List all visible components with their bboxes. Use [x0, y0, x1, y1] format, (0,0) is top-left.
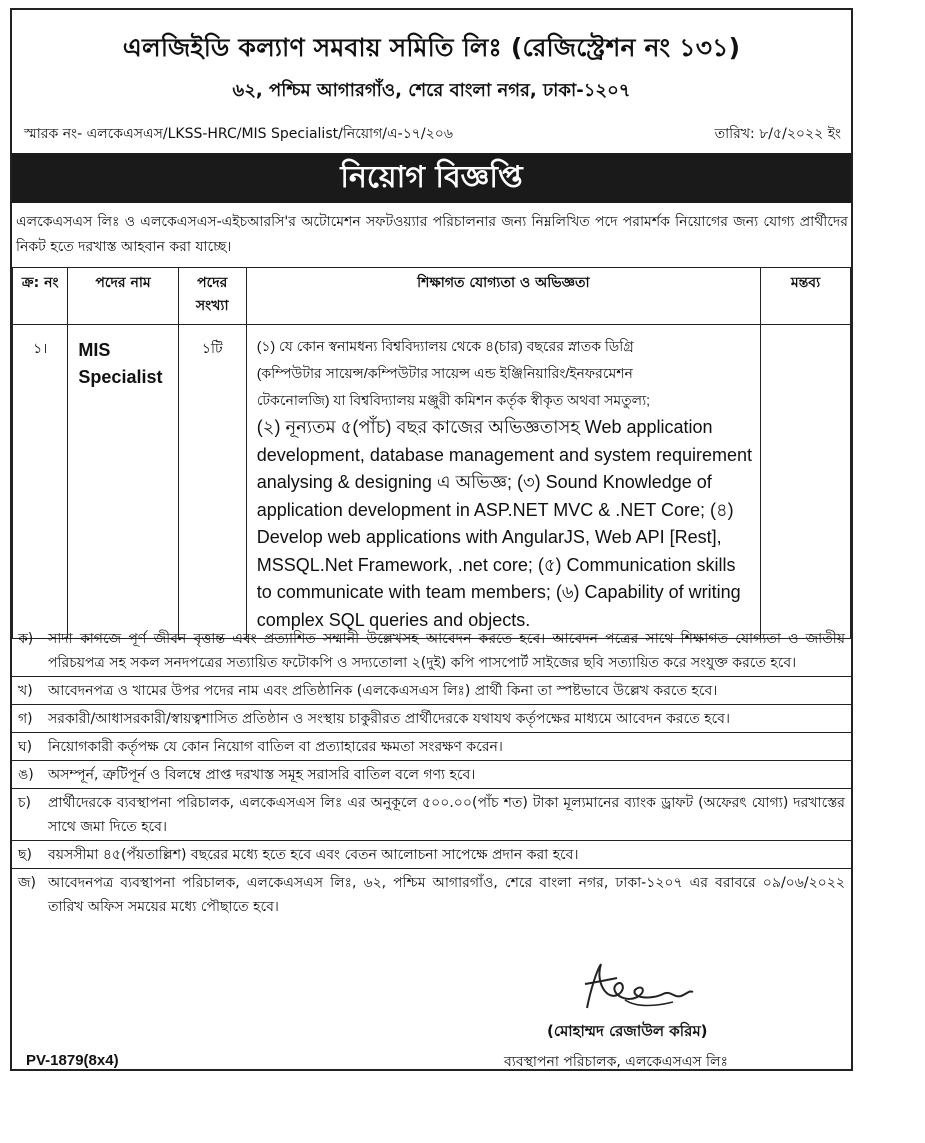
qualification-line: Develop web applications with AngularJS, Web API [Rest],	[256, 527, 722, 547]
condition-text: আবেদনপত্র ও খামের উপর পদের নাম এবং প্রতিষ্ঠানিক (এলকেএসএস লিঃ) প্রার্থী কিনা তা স্পষ্টভাবে উল্লেখ করতে হবে।	[48, 683, 718, 699]
qualification-line: (কম্পিউটার সায়েন্স/কম্পিউটার সায়েন্স এন্ড ইঞ্জিনিয়ারিং/ইনফরমেশন	[256, 365, 633, 381]
condition-item	[12, 704, 851, 732]
condition-text: প্রার্থীদেরকে ব্যবস্থাপনা পরিচালক, এলকেএসএস লিঃ এর অনুকূলে ৫০০.০০(পাঁচ শত) টাকা মূল্যমানের ব্যাংক ড্রাফট (অফেরৎ যোগ্য) দরখাস্তের সাথে জমা দিতে হবে।	[48, 795, 845, 835]
condition-label: জ)	[18, 875, 36, 891]
row-post-count: ১টি	[178, 325, 246, 639]
header-qualification: শিক্ষাগত যোগ্যতা ও অভিজ্ঞতা	[246, 268, 760, 325]
intro-paragraph: এলকেএসএস লিঃ ও এলকেএসএস-এইচআরসি'র অটোমেশন সফটওয়্যার পরিচালনার জন্য নিম্নলিখিত পদে পরামর্শক নিয়োগের জন্য যোগ্য প্রার্থীদের নিকট হতে দরখাস্ত আহবান করা যাচ্ছে।	[16, 214, 848, 255]
handwritten-signature	[577, 958, 695, 1016]
qualification-line: analysing & designing এ অভিজ্ঞ; (৩) Sound Knowledge of	[256, 472, 712, 492]
signatory-title: ব্যবস্থাপনা পরিচালক, এলকেএসএস লিঃ	[504, 1054, 728, 1070]
condition-text: সরকারী/আধাসরকারী/স্বায়ত্বশাসিত প্রতিষ্ঠান ও সংস্থায় চাকুরীরত প্রার্থীদেরকে যথাযথ কর্তৃপক্ষের মাধ্যমে আবেদন করতে হবে।	[48, 711, 730, 727]
notice-frame	[10, 8, 853, 1071]
condition-label: ক)	[18, 631, 34, 647]
publication-code: PV-1879(8x4)	[26, 1052, 119, 1069]
header-post-name: পদের নাম	[68, 268, 178, 325]
qualification-line: (১) যে কোন স্বনামধন্য বিশ্ববিদ্যালয় থেকে ৪(চার) বছরের স্নাতক ডিগ্রি	[256, 338, 634, 354]
notice-date: তারিখ: ৮/৫/২০২২ ইং	[714, 126, 841, 142]
condition-item	[12, 625, 851, 676]
condition-label: চ)	[18, 795, 32, 811]
condition-item	[12, 732, 851, 760]
condition-item	[12, 868, 851, 920]
condition-label: গ)	[18, 711, 33, 727]
qualification-line: to communicate with team members; (৬) Capability of writing	[256, 582, 741, 602]
conditions-list	[12, 625, 851, 920]
condition-label: খ)	[18, 683, 33, 699]
row-post-name: MIS Specialist	[68, 325, 178, 639]
row-serial: ১।	[13, 325, 68, 639]
organization-name: এলজিইডি কল্যাণ সমবায় সমিতি লিঃ (রেজিস্ট্রেশন নং ১৩১)	[122, 33, 741, 62]
condition-label: ঙ)	[18, 767, 34, 783]
condition-text: অসম্পূর্ন, ত্রুটিপূর্ন ও বিলম্বে প্রাপ্ত দরখাস্ত সমূহ সরাসরি বাতিল বলে গণ্য হবে।	[48, 767, 476, 783]
condition-item	[12, 676, 851, 704]
condition-text: আবেদনপত্র ব্যবস্থাপনা পরিচালক, এলকেএসএস লিঃ, ৬২, পশ্চিম আগারগাঁও, শেরে বাংলা নগর, ঢাকা-১২০৭ এর বরাবরে ০৯/০৬/২০২২ তারিখ অফিস সময়ের মধ্যে পৌছাতে হবে।	[48, 875, 845, 915]
header-post-count: পদের সংখ্যা	[178, 268, 246, 325]
table-row	[13, 325, 851, 639]
qualification-line: application development in ASP.NET MVC & .NET Core; (৪)	[256, 499, 734, 520]
qualification-line: (২) নূন্যতম ৫(পাঁচ) বছর কাজের অভিজ্ঞতাসহ Web application	[256, 417, 713, 437]
organization-address: ৬২, পশ্চিম আগারগাঁও, শেরে বাংলা নগর, ঢাকা-১২০৭	[232, 80, 631, 101]
condition-item	[12, 760, 851, 788]
table-header-row	[13, 268, 851, 325]
row-qualification	[246, 325, 760, 639]
qualification-line: টেকনোলজি) যা বিশ্ববিদ্যালয় মঞ্জুরী কমিশন কর্তৃক স্বীকৃত অথবা সমতুল্য;	[256, 392, 651, 408]
qualification-line: MSSQL.Net Framework, .net core; (৫) Communication skills	[256, 554, 736, 575]
condition-text: সাদা কাগজে পূর্ণ জীবন বৃত্তান্ত এবং প্রত্যাশিত সম্মানী উল্লেখসহ আবেদন করতে হবে। আবেদন পত্রের সাথে শিক্ষাগত যোগ্যতা ও জাতীয় পরিচয়পত্র সহ সকল সনদপত্রের সত্যায়িত ফটোকপি ও সদ্যতোলা ২(দুই) কপি পাসপোর্ট সাইজের ছবি সত্যায়িত করে সংযুক্ত করতে হবে।	[48, 631, 845, 671]
condition-label: ছ)	[18, 847, 32, 863]
condition-label: ঘ)	[18, 739, 33, 755]
notice-title-banner: নিয়োগ বিজ্ঞপ্তি	[12, 153, 851, 203]
posts-table	[12, 267, 851, 639]
qualification-line: complex SQL queries and objects.	[256, 609, 531, 630]
header-serial: ক্র: নং	[13, 268, 68, 325]
memo-number: স্মারক নং- এলকেএসএস/LKSS-HRC/MIS Specialist/নিয়োগ/এ-১৭/২০৬	[24, 126, 453, 142]
condition-item	[12, 840, 851, 868]
condition-text: বয়সসীমা ৪৫(পঁয়তাল্লিশ) বছরের মধ্যে হতে হবে এবং বেতন আলোচনা সাপেক্ষে প্রদান করা হবে।	[48, 847, 579, 863]
header-remarks: মন্তব্য	[761, 268, 851, 325]
condition-text: নিয়োগকারী কর্তৃপক্ষ যে কোন নিয়োগ বাতিল বা প্রত্যাহারের ক্ষমতা সংরক্ষণ করেন।	[48, 739, 503, 755]
signatory-name: (মোহাম্মদ রেজাউল করিম)	[547, 1022, 708, 1040]
condition-item	[12, 788, 851, 840]
qualification-line: development, database management and system requirement	[256, 444, 753, 465]
row-remarks	[761, 325, 851, 639]
